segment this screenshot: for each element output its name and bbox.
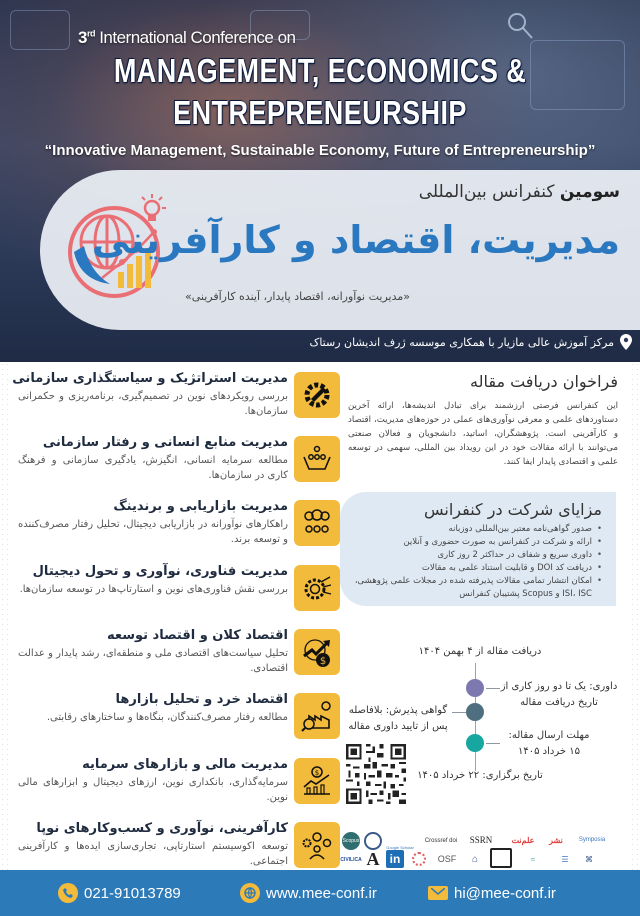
timeline-review [500,679,618,711]
timeline-dot-review [466,679,484,697]
persian-ordinal: سومین [559,182,620,202]
organizer-text: مرکز آموزش عالی مازیار با همکاری موسسه ژرف اندیشان رستاک [309,335,614,349]
persian-tagline: «مدیریت نوآورانه، اقتصاد پایدار، آینده کارآفرینی» [185,290,410,303]
topic-title: مدیریت بازاریابی و برندینگ [113,499,288,514]
nashr-logo: نشر [549,835,563,845]
ordinal-number: 3 [78,28,87,47]
benefits-title: مزایای شرکت در کنفرانس [423,500,602,519]
topic-description: بررسی نقش فناوری‌های نوین و استارتاپ‌ها در توسعه سازمان‌ها. [19,584,288,595]
timeline-acceptance-line1: گواهی پذیرش: بلافاصله [348,705,448,716]
svg-text:$: $ [319,656,327,667]
reading-logo: ≈ [530,854,536,864]
mail-icon [428,886,448,900]
symposia-logo: Symposia [578,837,606,843]
timeline-deadline [494,728,604,760]
topic-title: کارآفرینی، نوآوری و کسب‌وکارهای نوپا [36,821,288,836]
timeline-event-date: تاریخ برگزاری: ۲۲ خرداد ۱۴۰۵ [417,770,543,781]
timeline-start: دریافت مقاله از ۴ بهمن ۱۴۰۴ [418,646,542,657]
benefit-item: • دریافت کد DOI و قابلیت استناد علمی به مقالات [350,562,602,575]
seal-logo [364,832,382,850]
footer-email[interactable] [428,885,556,902]
conference-ordinal [78,28,296,48]
topic-description: تحلیل سیاست‌های اقتصادی ملی و منطقه‌ای، رشد پایدار و عدالت اقتصادی. [18,648,288,674]
topic-title: اقتصاد کلان و اقتصاد توسعه [106,628,288,643]
benefit-item: • داوری سریع و شفاف در حداکثر 2 روز کاری [350,549,602,562]
topic-description: بررسی رویکردهای نوین در تصمیم‌گیری، برنامه‌ریزی و حکمرانی سازمان‌ها. [18,391,288,417]
indexing-logos [340,828,620,870]
osf-logo: OSF [437,854,457,864]
elmnet-logo: علم‌نت [511,835,535,845]
timeline-deadline-line1: مهلت ارسال مقاله: [508,730,590,741]
ordinal-suffix: rd [86,28,95,39]
tech-gear-globe-icon [294,565,340,611]
call-for-papers-body: این کنفرانس فرصتی ارزشمند برای تبادل اندیشه‌ها، ارائه آخرین دستاوردهای علمی و معرفی نوآوری‌های عملی در حوزه‌های مدیریت، اقتصاد و کارآفرینی است. پژوهشگران، اساتید، دانشجویان و فعالان صنعتی می‌توانند با ارائه مقالات خود در این رویداد بین المللی، سهمی در توسعه علمی و اقتصادی پایدار ایفا کنند. [348,401,618,467]
civilica-logo: CIVILICA [340,857,362,863]
topic-description: توسعه اکوسیستم استارتاپی، تجاری‌سازی ایده‌ها و کارآفرینی اجتماعی. [18,841,288,867]
timeline-connector [486,688,500,689]
phone-icon [58,883,78,903]
qr-code[interactable] [344,742,408,806]
strategy-gear-icon [294,372,340,418]
benefits-box [340,492,616,606]
footer-phone[interactable] [58,883,181,903]
magnifier-icon [505,10,535,44]
marketing-people-icon [294,500,340,546]
main-title-line1: MANAGEMENT, ECONOMICS & [113,52,527,89]
timeline-review-line2: تاریخ دریافت مقاله [520,697,598,708]
persian-title: مدیریت، اقتصاد و کارآفرینی [91,218,620,262]
archive-logo: ☰ [561,854,569,864]
persian-subtitle [419,182,620,202]
timeline-acceptance [342,703,454,735]
library-logo: ⌂ [471,853,479,865]
factory-analysis-icon [294,693,340,739]
hands-people-icon [294,436,340,482]
topic-description: سرمایه‌گذاری، بانکداری نوین، ارزهای دیجیتال و ابزارهای مالی نوین. [18,777,288,803]
google-scholar-logo: Google Scholar [386,845,414,850]
phone-number[interactable]: 021-91013789 [84,884,181,902]
call-for-papers-title: فراخوان دریافت مقاله [470,372,618,391]
conference-prefix: International Conference on [94,28,296,47]
book-logo [490,848,512,868]
topic-title: اقتصاد خرد و تحلیل بازارها [115,692,288,707]
website-link[interactable]: www.mee-conf.ir [266,884,377,902]
linkedin-logo: in [386,850,404,868]
timeline-review-line1: داوری: یک تا دو روز کاری از [500,681,618,692]
crossref-logo: Crossref doi [424,838,458,844]
timeline-acceptance-line2: پس از تایید داوری مقاله [348,721,448,732]
entrepreneur-idea-icon [294,822,340,868]
timeline-dot-acceptance [466,703,484,721]
location-pin-icon [620,334,632,350]
benefit-item: • امکان انتشار تمامی مقالات پذیرفته شده در مجلات علمی پژوهشی، ISI، ISC و Scopus پشتیبان کنفرانس [350,575,602,601]
main-title-line2: ENTREPRENEURSHIP [173,94,467,131]
topic-description: مطالعه سرمایه انسانی، انگیزش، یادگیری سازمانی و فرهنگ کاری در سازمان‌ها. [18,455,288,481]
timeline-connector [452,712,466,713]
persian-conference-label: کنفرانس بین‌المللی [418,182,560,202]
email-link[interactable]: hi@mee-conf.ir [454,884,556,902]
benefit-item: • ارائه و شرکت در کنفرانس به صورت حضوری و آنلاین [350,536,602,549]
footer-website[interactable] [240,883,377,903]
topic-title: مدیریت فناوری، نوآوری و تحول دیجیتال [32,564,288,579]
topic-description: راهکارهای نوآورانه در بازاریابی دیجیتال، تحلیل رفتار مصرف‌کننده و توسعه برند. [18,519,288,545]
ssrn-logo: SSRN [469,835,493,845]
timeline-dot-deadline [466,734,484,752]
call-for-papers [348,372,618,469]
hero-banner [0,0,640,362]
dashboard-decoration [10,10,70,50]
benefits-list [350,523,602,601]
topic-description: مطالعه رفتار مصرف‌کنندگان، بنگاه‌ها و ساختارهای رقابتی. [46,712,288,723]
academia-logo: A [366,848,380,869]
globe-icon [240,883,260,903]
svg-text:$: $ [314,769,320,777]
topic-title: مدیریت استراتژیک و سیاستگذاری سازمانی [12,371,288,386]
global-growth-dollar-icon [294,629,340,675]
topic-title: مدیریت منابع انسانی و رفتار سازمانی [42,435,288,450]
organizer-line [309,334,632,350]
english-tagline: “Innovative Management, Sustainable Economy, Future of Entrepreneurship” [44,142,596,159]
finance-chart-icon [294,758,340,804]
footer-bar [0,870,640,916]
partner-logo: ⌘ [585,854,593,864]
timeline-deadline-line2: ۱۵ خرداد ۱۴۰۵ [518,746,580,757]
scopus-logo: Scopus [342,832,360,850]
benefit-item: • صدور گواهی‌نامه معتبر بین‌المللی دوزبانه [350,523,602,536]
topic-title: مدیریت مالی و بازارهای سرمایه [82,757,288,772]
network-logo [412,852,426,866]
